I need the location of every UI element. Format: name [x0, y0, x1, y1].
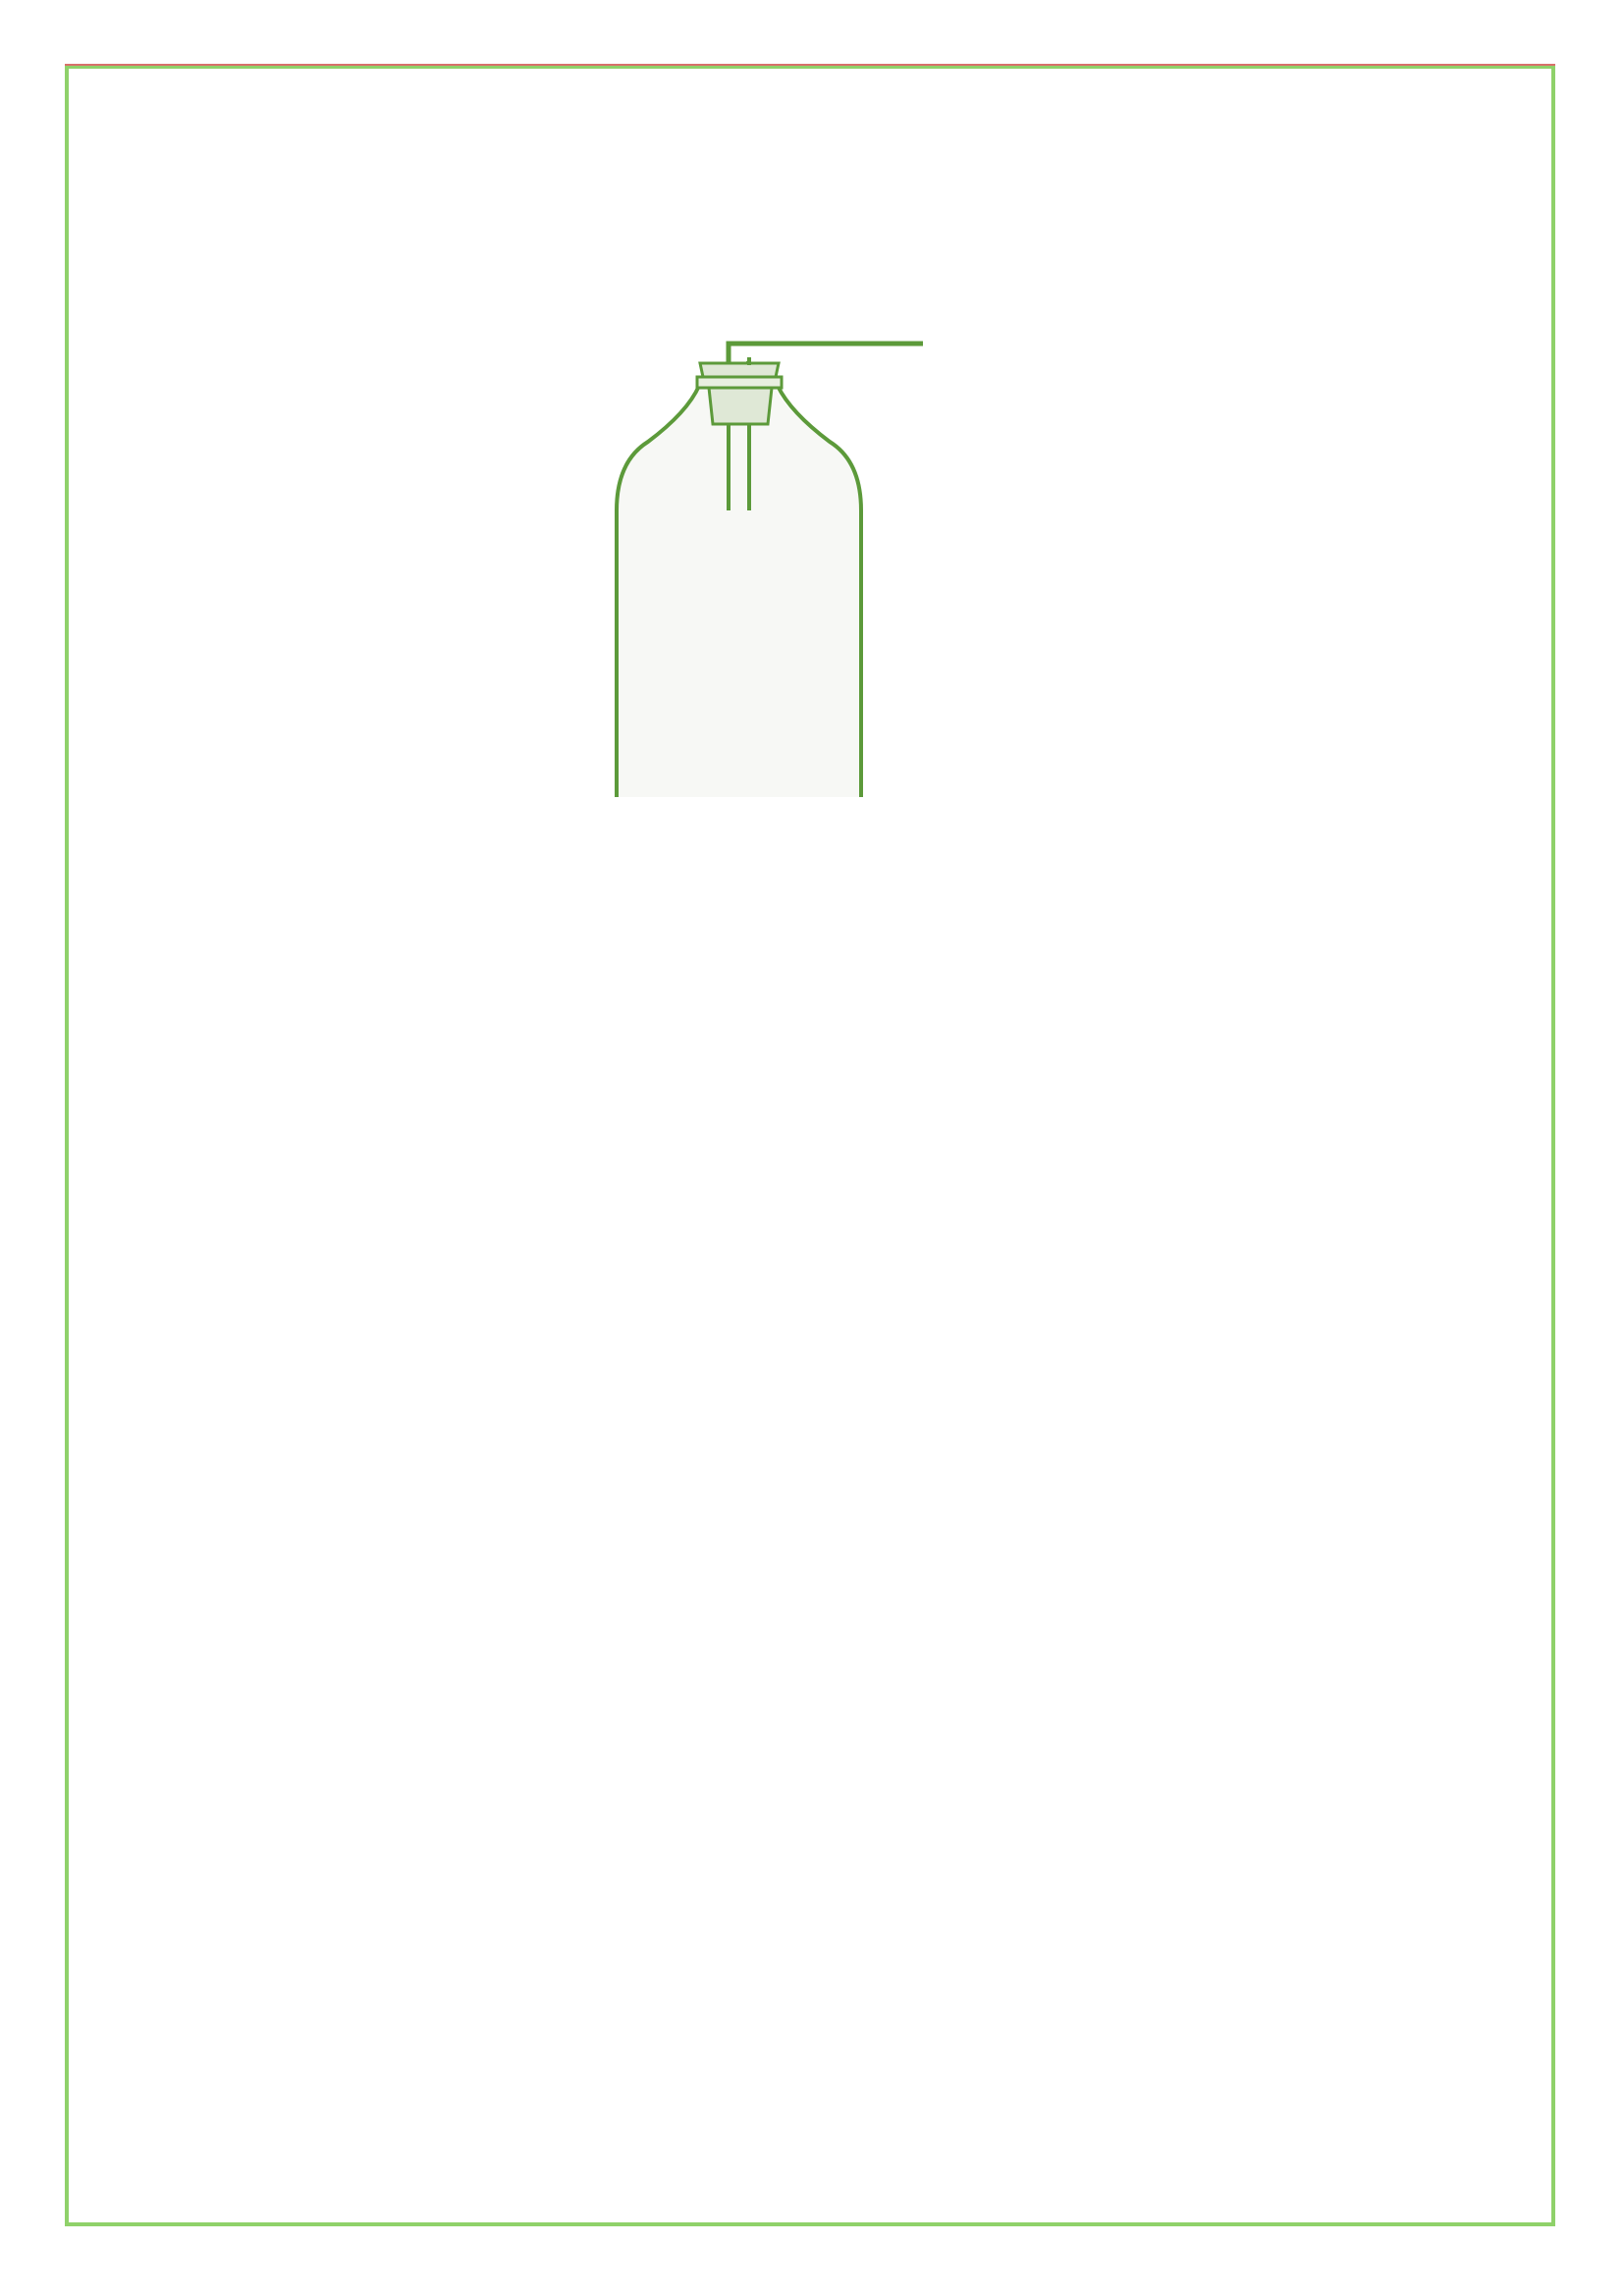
page-border — [65, 65, 1555, 2226]
